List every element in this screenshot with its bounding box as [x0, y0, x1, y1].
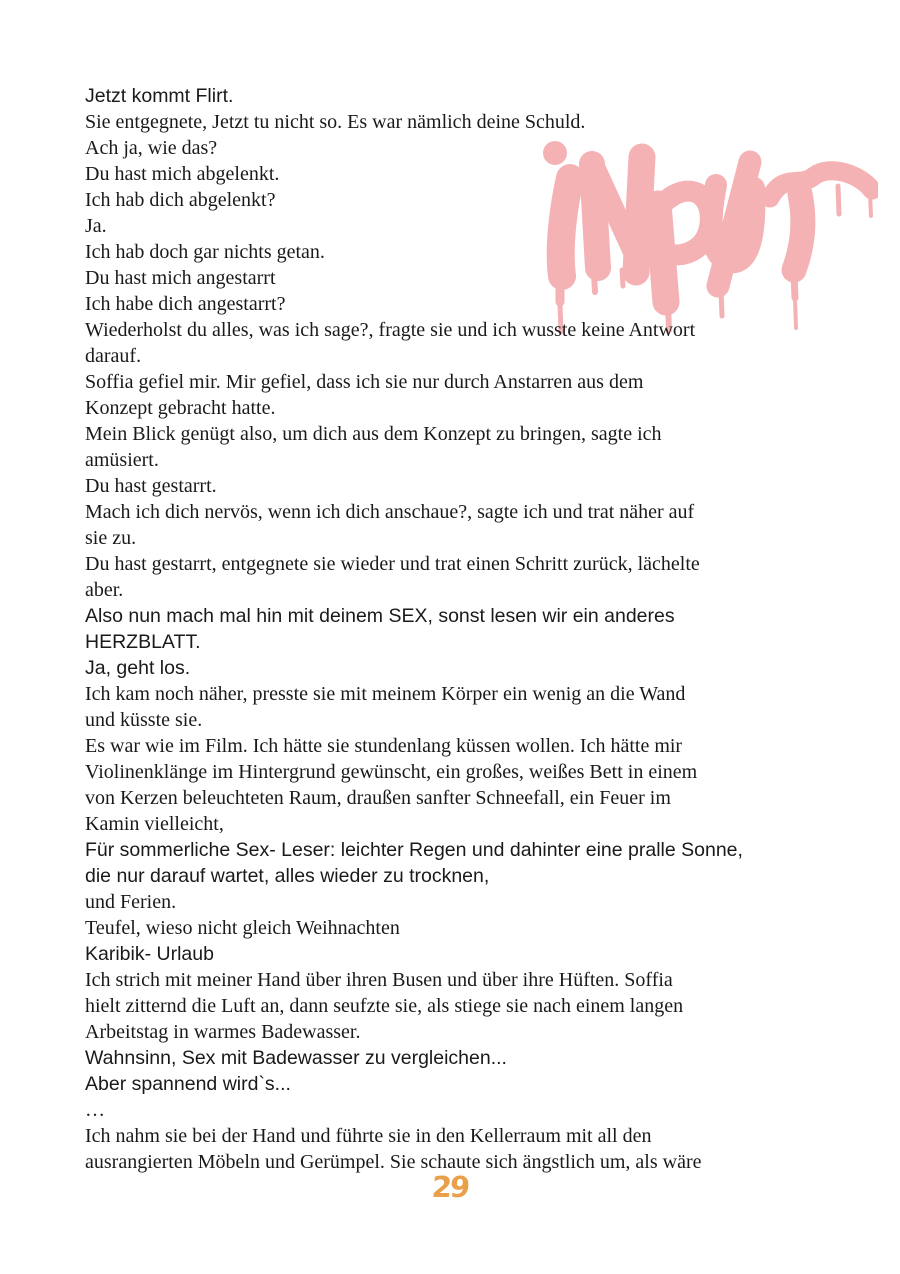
text-line: Für sommerliche Sex- Leser: leichter Regen und dahinter eine pralle Sonne, — [85, 839, 743, 861]
text-line: Soffia gefiel mir. Mir gefiel, dass ich sie nur durch Anstarren aus dem — [85, 371, 644, 393]
text-line: Du hast gestarrt, entgegnete sie wieder und trat einen Schritt zurück, lächelte — [85, 553, 700, 575]
text-line: aber. — [85, 579, 124, 601]
text-line: Ja. — [85, 215, 107, 237]
text-line: Arbeitstag in warmes Badewasser. — [85, 1021, 361, 1043]
text-line: die nur darauf wartet, alles wieder zu trocknen, — [85, 865, 490, 887]
text-line: sie zu. — [85, 527, 137, 549]
text-line: Du hast gestarrt. — [85, 475, 217, 497]
text-line: Teufel, wieso nicht gleich Weihnachten — [85, 917, 400, 939]
text-line: und küsste sie. — [85, 709, 203, 731]
text-line: Karibik- Urlaub — [85, 943, 214, 965]
text-line: hielt zitternd die Luft an, dann seufzte sie, als stiege sie nach einem langen — [85, 995, 684, 1017]
text-line: ausrangierten Möbeln und Gerümpel. Sie schaute sich ängstlich um, als wäre — [85, 1151, 702, 1173]
text-line: Kamin vielleicht, — [85, 813, 224, 835]
text-line: amüsiert. — [85, 449, 159, 471]
text-line: Ich kam noch näher, presste sie mit meinem Körper ein wenig an die Wand — [85, 683, 686, 705]
text-line: Jetzt kommt Flirt. — [85, 85, 234, 107]
text-line: darauf. — [85, 345, 142, 367]
text-line: Wahnsinn, Sex mit Badewasser zu vergleichen... — [85, 1047, 507, 1069]
body-text — [85, 83, 833, 1175]
text-line: Du hast mich abgelenkt. — [85, 163, 280, 185]
text-line: Es war wie im Film. Ich hätte sie stundenlang küssen wollen. Ich hätte mir — [85, 735, 683, 757]
text-line: Wiederholst du alles, was ich sage?, fragte sie und ich wusste keine Antwort — [85, 319, 696, 341]
text-line: Also nun mach mal hin mit deinem SEX, sonst lesen wir ein anderes — [85, 605, 675, 627]
text-line: und Ferien. — [85, 891, 177, 913]
text-line: Ach ja, wie das? — [85, 137, 218, 159]
text-line: Violinenklänge im Hintergrund gewünscht, ein großes, weißes Bett in einem — [85, 761, 698, 783]
text-line: Du hast mich angestarrt — [85, 267, 276, 289]
text-line: HERZBLATT. — [85, 631, 201, 653]
text-line: Mach ich dich nervös, wenn ich dich anschaue?, sagte ich und trat näher auf — [85, 501, 695, 523]
text-line: Ich hab dich abgelenkt? — [85, 189, 276, 211]
text-line: Sie entgegnete, Jetzt tu nicht so. Es war nämlich deine Schuld. — [85, 111, 586, 133]
text-line: … — [85, 1099, 105, 1121]
text-line: von Kerzen beleuchteten Raum, draußen sanfter Schneefall, ein Feuer im — [85, 787, 671, 809]
page-number: 29 — [430, 1170, 470, 1204]
text-line: Ich nahm sie bei der Hand und führte sie in den Kellerraum mit all den — [85, 1125, 652, 1147]
text-line: Ich habe dich angestarrt? — [85, 293, 286, 315]
text-line: Konzept gebracht hatte. — [85, 397, 276, 419]
text-line: Ich hab doch gar nichts getan. — [85, 241, 325, 263]
text-line: Ja, geht los. — [85, 657, 191, 679]
text-line: Ich strich mit meiner Hand über ihren Busen und über ihre Hüften. Soffia — [85, 969, 673, 991]
text-line: Mein Blick genügt also, um dich aus dem Konzept zu bringen, sagte ich — [85, 423, 662, 445]
text-line: Aber spannend wird`s... — [85, 1073, 291, 1095]
